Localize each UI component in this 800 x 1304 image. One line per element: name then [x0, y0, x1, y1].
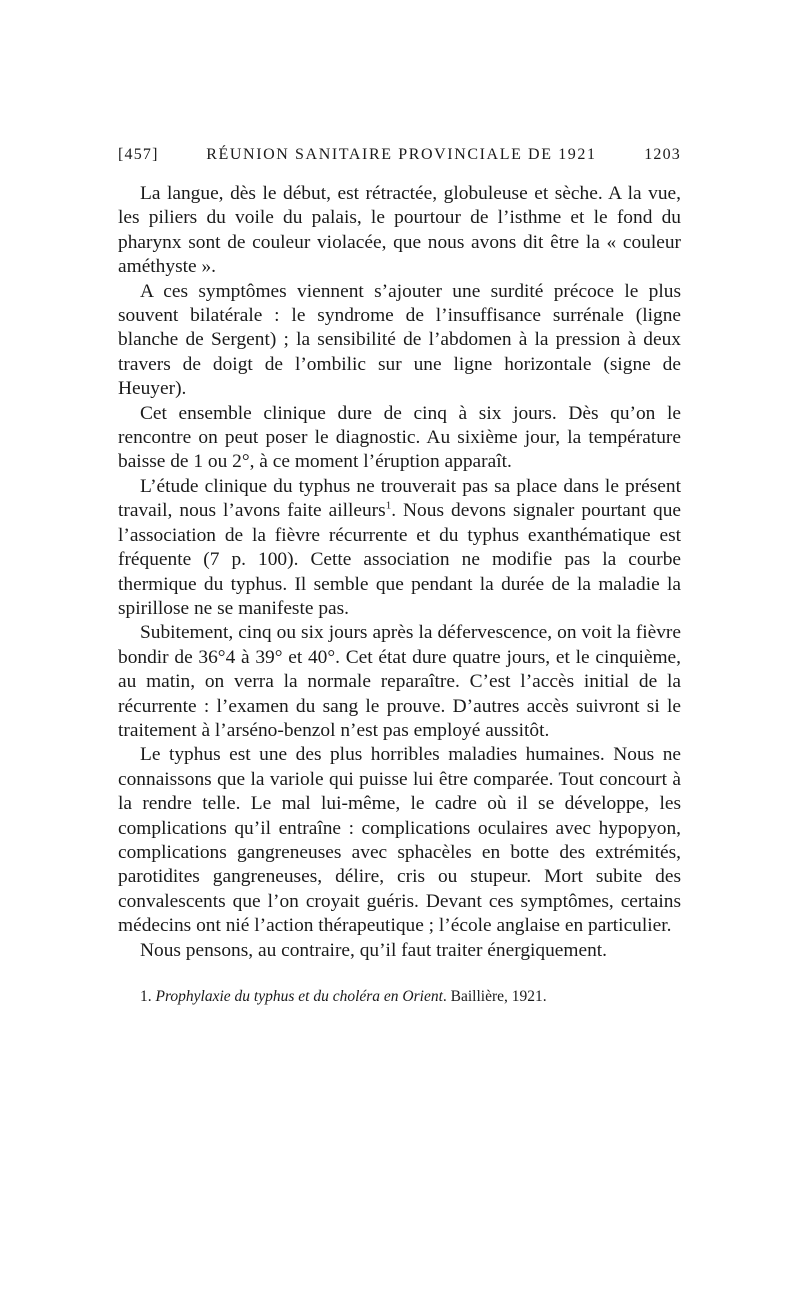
- header-reference: [457]: [118, 146, 159, 163]
- paragraph-4-continuation: . Nous devons signaler pourtant que l’association de la fièvre récurrente et du typhus exanthématique est fréquente (7 p. 100). Cette association ne modifie pas la courbe thermique du typhus. Il semble que pendant la durée de la maladie la spirillose ne se manifeste pas.: [118, 500, 681, 619]
- document-page: [118, 146, 681, 1007]
- paragraph-1: La langue, dès le début, est rétractée, globuleuse et sèche. A la vue, les piliers du voile du palais, le pourtour de l’isthme et le fond du pharynx sont de couleur violacée, que nous avons dit être la « couleur améthyste ».: [118, 183, 681, 278]
- footnote-number: 1.: [140, 988, 152, 1005]
- page-number: 1203: [644, 146, 681, 163]
- header-title: RÉUNION SANITAIRE PROVINCIALE DE 1921: [206, 146, 597, 163]
- footnote-rest: . Baillière, 1921.: [442, 988, 547, 1005]
- paragraph-3: Cet ensemble clinique dure de cinq à six jours. Dès qu’on le rencontre on peut poser le diagnostic. Au sixième jour, la température baisse de 1 ou 2°, à ce moment l’éruption apparaît.: [118, 402, 681, 473]
- paragraph-6: Le typhus est une des plus horribles maladies humaines. Nous ne connaissons que la variole qui puisse lui être comparée. Tout concourt à la rendre telle. Le mal lui-même, le cadre où il se développe, les complications qu’il entraîne : complications oculaires avec hypopyon, complications gangreneuses avec sphacèles en botte des extrémités, parotidites gangreneuses, délire, cris ou stupeur. Mort subite des convalescents que l’on croyait guéris. Devant ces symptômes, certains médecins ont nié l’action thérapeutique ; l’école anglaise en particulier.: [118, 744, 681, 937]
- footnote-title: Prophylaxie du typhus et du choléra en Orient: [155, 988, 443, 1005]
- paragraph-2: A ces symptômes viennent s’ajouter une surdité précoce le plus souvent bilatérale : le syndrome de l’insuffisance surrénale (ligne blanche de Sergent) ; la sensibilité de l’abdomen à la pression à deux travers de doigt de l’ombilic sur une ligne horizontale (signe de Heuyer).: [118, 280, 681, 400]
- paragraph-4: [118, 475, 681, 621]
- paragraph-5: Subitement, cinq ou six jours après la défervescence, on voit la fièvre bondir de 36°4 à 39° et 40°. Cet état dure quatre jours, et le cinquième, au matin, on verra la normale reparaître. C’est l’accès initial de la récurrente : l’examen du sang le prouve. D’autres accès suivront si le traitement à l’arséno-benzol n’est pas employé aussitôt.: [118, 622, 681, 741]
- footnote-reference[interactable]: 1: [385, 499, 392, 512]
- paragraph-7: Nous pensons, au contraire, qu’il faut traiter énergiquement.: [140, 939, 608, 961]
- footnote: [118, 987, 681, 1007]
- running-header: [118, 146, 681, 164]
- body-text: [118, 182, 681, 963]
- paragraph-4-text: L’étude clinique du typhus ne trouverait pas sa place dans le présent travail, nous l’avons faite ailleurs: [118, 475, 681, 522]
